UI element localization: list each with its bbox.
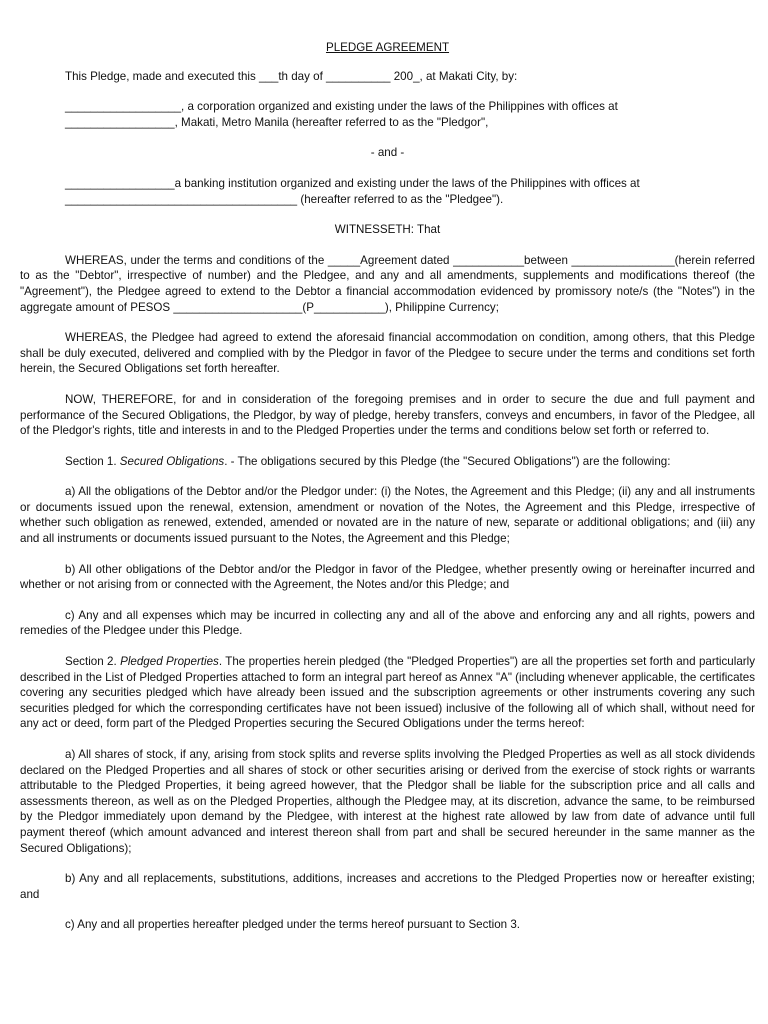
section-2-item-a: a) All shares of stock, if any, arising from stock splits and reverse splits involving the Pledged Properties as well as all stock dividends declared on the Pledged Properties and all shares of stock or other securities arising or derived from the exercise of stock rights or warrants attributable to the Pledged Properties, it being agreed however, that the Pledgor shall be liable for the subscription price and all calls and assessments thereon, as well as on the Pledged Properties, although the Pledgee may, at its discretion, advance the same, to be reimbursed by the Pledgor immediately upon demand by the Pledgee, with interest at the highest rate allowed by law from date of advance until full payment thereof (which amount advanced and interest thereon shall from part and shall be secured hereunder in the same manner as the Secured Obligations); <box>20 748 755 855</box>
section-1-item-a: a) All the obligations of the Debtor and/or the Pledgor under: (i) the Notes, the Agreement and this Pledge; (ii) any and all instruments or documents issued upon the renewal, extension, amendment or novation of the Notes, the Agreement and this Pledge, irrespective of whether such obligation as renewed, extended, amended or novated are in the nature of new, separate or additional obligations; and (iii) any and all instruments or documents issued pursuant to the Notes, the Agreement and this Pledge; <box>20 485 755 546</box>
section-1-label: Section 1. <box>65 454 117 468</box>
section-1-item-b: b) All other obligations of the Debtor and/or the Pledgor in favor of the Pledgee, whether presently owing or hereinafter incurred and whether or not arising from or connected with the Agreement, the Notes and/or this Pledge; and <box>20 562 755 592</box>
intro-paragraph: This Pledge, made and executed this ___th day of __________ 200_, at Makati City, by: <box>65 69 518 83</box>
and-separator: - and - <box>370 146 405 160</box>
whereas-paragraph-2: WHEREAS, the Pledgee had agreed to extend the aforesaid financial accommodation on condition, among others, that this Pledge shall be duly executed, delivered and complied with by the Pledgor in favor of the Pledgee to secure under the terms and conditions set forth herein, the Secured Obligations set forth hereafter. <box>20 331 755 376</box>
document-title: PLEDGE AGREEMENT <box>325 41 450 54</box>
section-1-item-c: c) Any and all expenses which may be incurred in collecting any and all of the above and enforcing any and all rights, powers and remedies of the Pledgee under this Pledge. <box>20 608 755 638</box>
now-therefore-paragraph: NOW, THEREFORE, for and in consideration of the foregoing premises and in order to secure the due and full payment and performance of the Secured Obligations, the Pledgor, by way of pledge, hereby transfers, conveys and encumbers, in favor of the Pledgee, all of the Pledgor's rights, title and interests in and to the Pledged Properties under the terms and conditions below set forth or referred to. <box>20 392 755 438</box>
section-2-label: Section 2. <box>65 655 117 669</box>
section-2-item-c: c) Any and all properties hereafter pledged under the terms hereof pursuant to Section 3. <box>65 918 521 932</box>
witnesseth-heading: WITNESSETH: That <box>334 223 441 237</box>
pledgor-line-2: _________________, Makati, Metro Manila (hereafter referred to as the "Pledgor", <box>65 115 489 129</box>
section-1-text: . - The obligations secured by this Pledge (the "Secured Obligations") are the following: <box>224 454 671 468</box>
section-1-heading <box>20 454 755 470</box>
section-1-title: Secured Obligations <box>119 454 225 468</box>
section-2-item-b: b) Any and all replacements, substitutions, additions, increases and accretions to the Pledged Properties now or hereafter existing; and <box>20 872 755 901</box>
whereas-paragraph-1: WHEREAS, under the terms and conditions of the _____Agreement dated ___________between ________________(herein referred to as the "Debtor", irrespective of number) and the Pledgee, and any and all amendments, supplements and modifications thereof (the "Agreement"), the Pledgee agreed to extend to the Debtor a financial accommodation evidenced by promissory note/s (the "Notes") in the aggregate amount of PESOS ____________________(P___________), Philippine Currency; <box>20 253 755 314</box>
pledgee-line-1: _________________a banking institution organized and existing under the laws of the Philippines with offices at <box>65 176 640 190</box>
pledgor-line-1: __________________, a corporation organized and existing under the laws of the Philippines with offices at <box>65 100 618 114</box>
pledgee-line-2: ____________________________________ (hereafter referred to as the "Pledgee"). <box>65 192 504 206</box>
section-2-heading <box>20 654 755 732</box>
section-2-text: . The properties herein pledged (the "Pledged Properties") are all the properties set forth and particularly described in the List of Pledged Properties attached to form an integral part hereof as Annex "A" (including whenever applicable, the certificates covering any securities pledged which have already been issued and the subscription agreements or other instruments covering any such securities pledged for which the corresponding certificates have not been issued) inclusive of the following all of which shall, without need for any act or deed, form part of the Pledged Properties securing the Secured Obligations under the terms hereof: <box>20 655 756 731</box>
section-2-title: Pledged Properties <box>120 655 219 669</box>
